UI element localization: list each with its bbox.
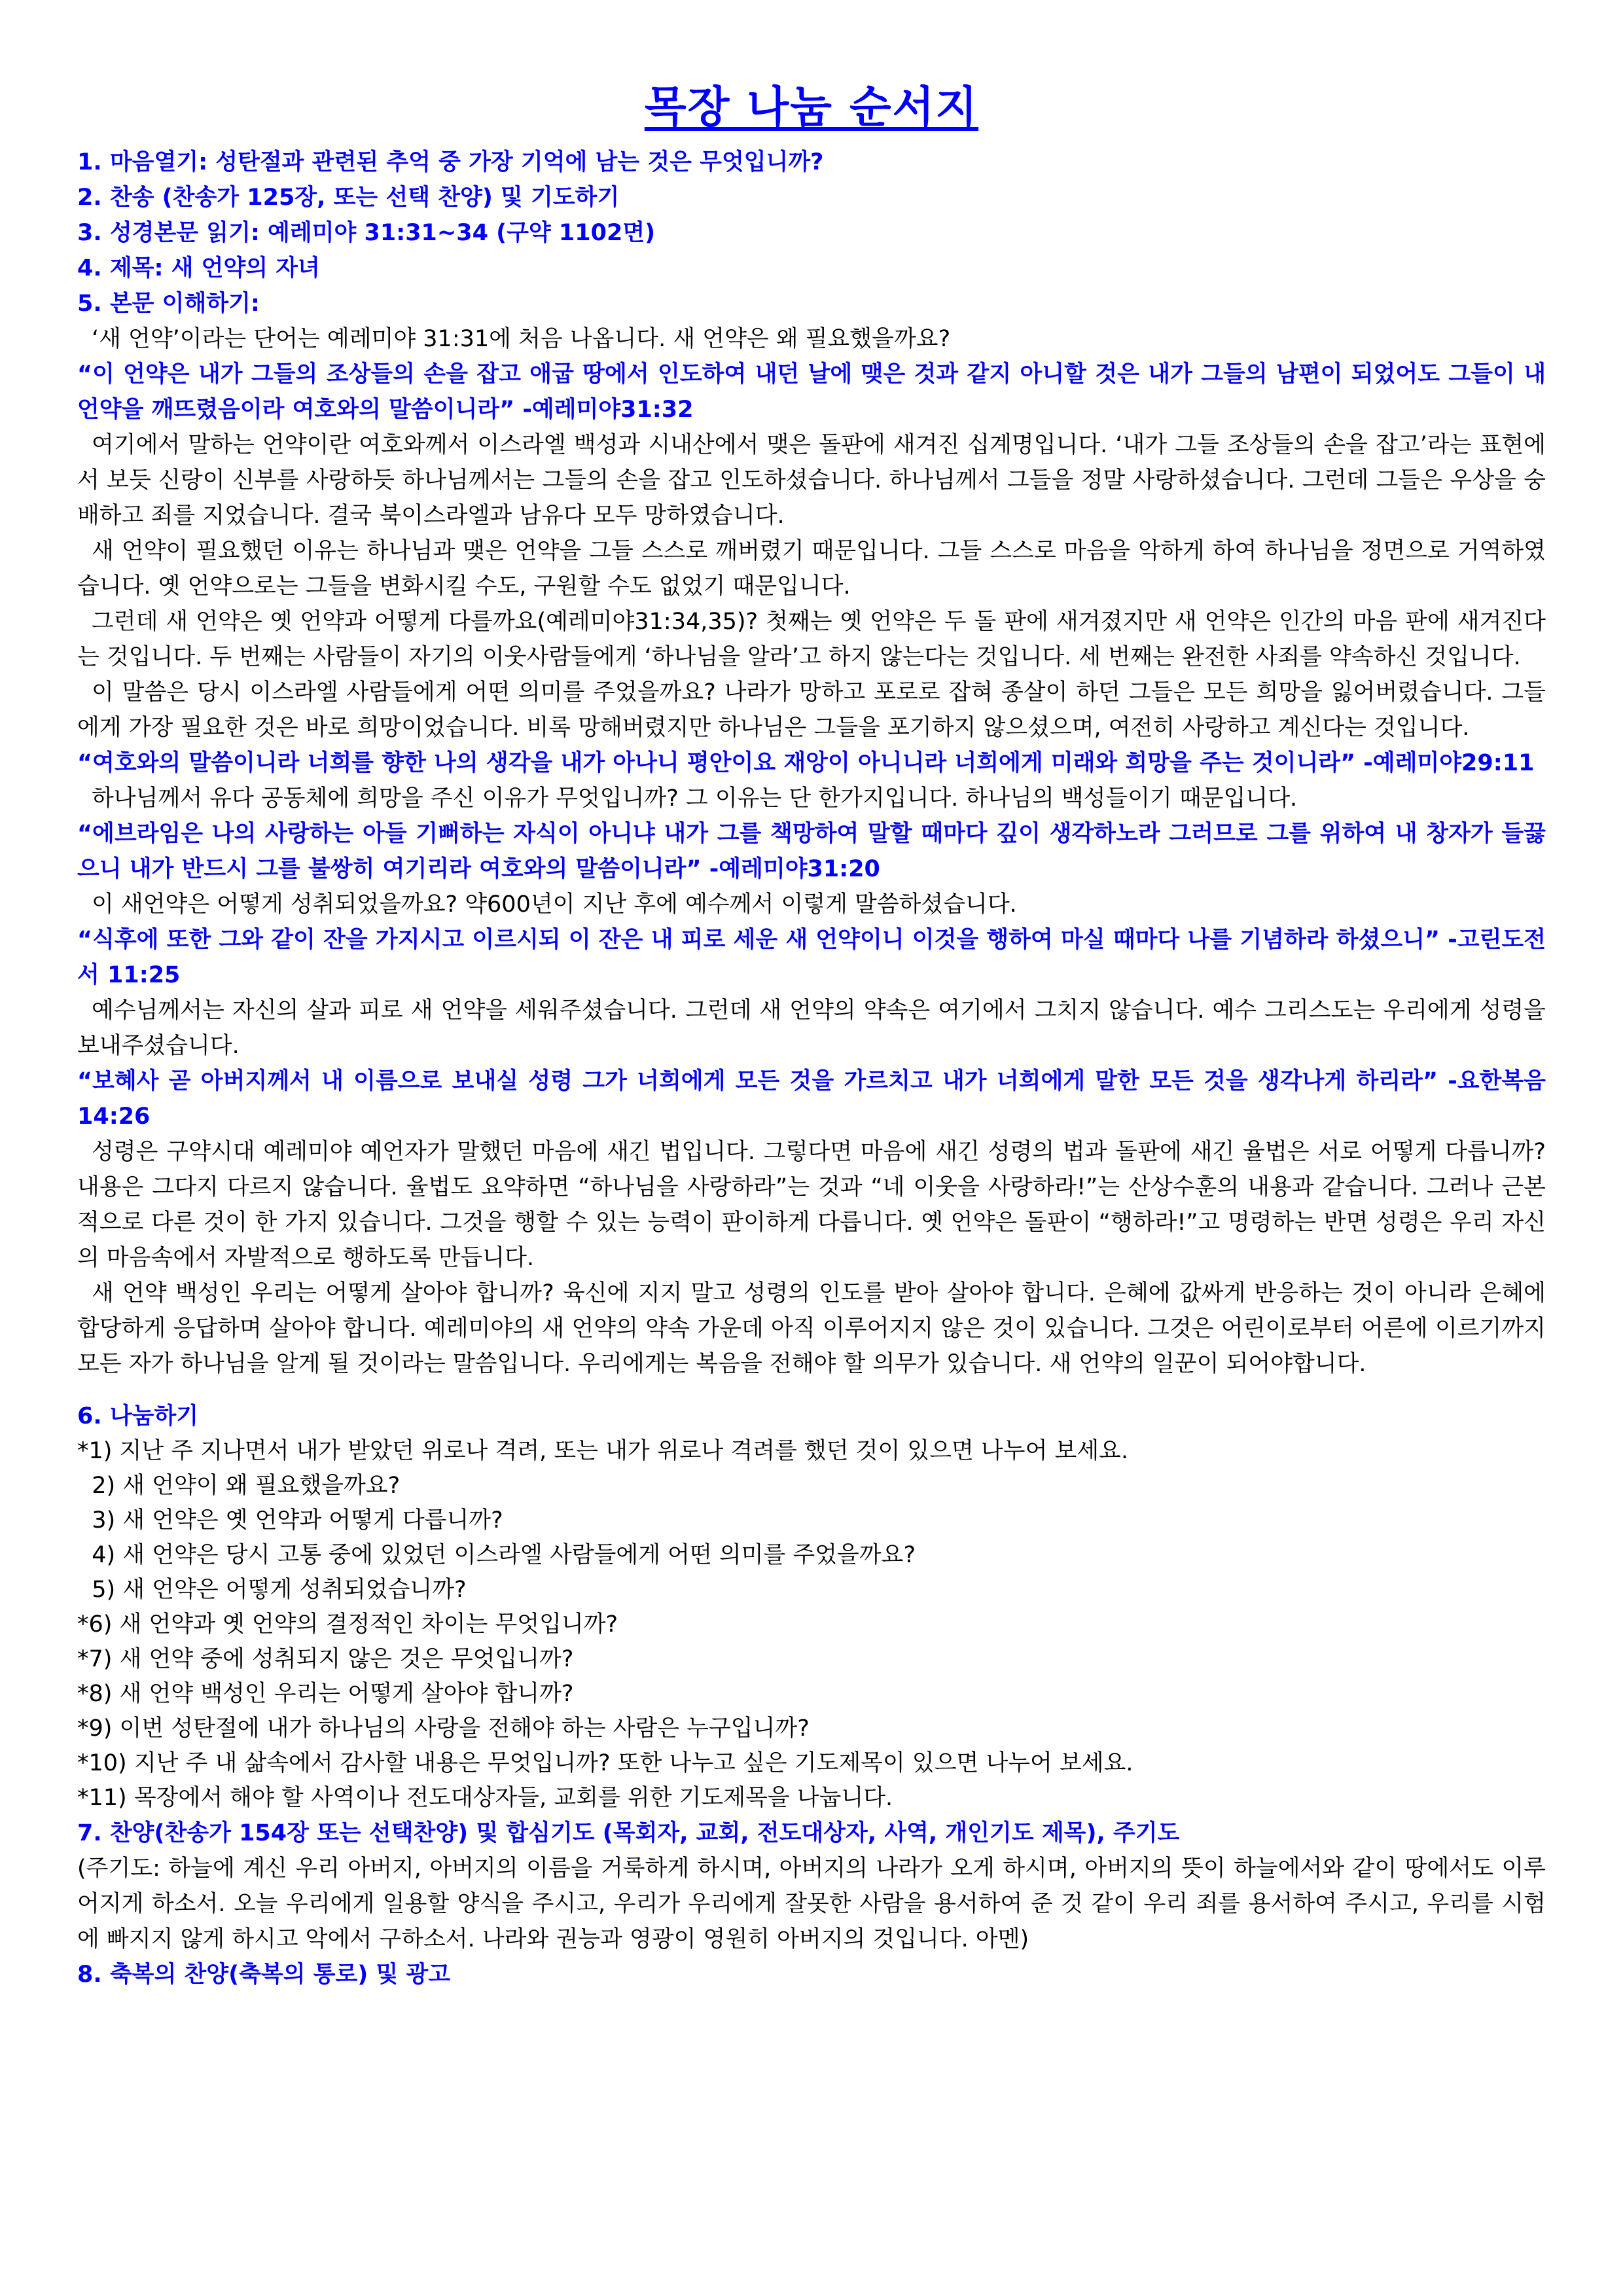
body-paragraph: 하나님께서 유다 공동체에 희망을 주신 이유가 무엇입니까? 그 이유는 단 한가지입니다. 하나님의 백성들이기 때문입니다. (92, 785, 1298, 812)
scripture-quote: “식후에 또한 그와 같이 잔을 가지시고 이르시되 이 잔은 내 피로 세운 새 언약이니 이것을 행하여 마실 때마다 나를 기념하라 하셨으니” -고린도전서 11:25 (77, 927, 1546, 988)
body-paragraph: 성령은 구약시대 예레미야 예언자가 말했던 마음에 새긴 법입니다. 그렇다면 마음에 새긴 성령의 법과 돌판에 새긴 율법은 서로 어떻게 다릅니까? 내용은 그다지 다르지 않습니다. 율법도 요약하면 “하나님을 사랑하라”는 것과 “네 이웃을 사랑하라!”는 산상수훈의 내용과 같습니다. 그러나 근본적으로 다른 것이 한 가지 있습니다. 그것을 행할 수 있는 능력이 판이하게 다릅니다. 옛 언약은 돌판이 “행하라!”고 명령하는 반면 성령은 우리 자신의 마음속에서 자발적으로 행하도록 만듭니다. (77, 1139, 1546, 1271)
sharing-question: *1) 지난 주 지나면서 내가 받았던 위로나 격려, 또는 내가 위로나 격려를 했던 것이 있으면 나누어 보세요. (77, 1438, 1129, 1464)
sharing-question: *8) 새 언약 백성인 우리는 어떻게 살아야 합니까? (77, 1681, 574, 1707)
lords-prayer: (주기도: 하늘에 계신 우리 아버지, 아버지의 이름을 거룩하게 하시며, 아버지의 나라가 오게 하시며, 아버지의 뜻이 하늘에서와 같이 땅에서도 이루어지게 하소서. 오늘 우리에게 일용할 양식을 주시고, 우리가 우리에게 잘못한 사람을 용서하여 준 것 같이 우리 죄를 용서하여 주시고, 우리를 시험에 빠지지 않게 하시고 악에서 구하소서. 나라와 권능과 영광이 영원히 아버지의 것입니다. 아멘) (77, 1856, 1546, 1952)
sharing-question: 5) 새 언약은 어떻게 성취되었습니까? (77, 1577, 467, 1603)
section-3-heading: 3. 성경본문 읽기: 예레미야 31:31~34 (구약 1102면) (77, 220, 656, 246)
section-8-heading: 8. 축복의 찬양(축복의 통로) 및 광고 (77, 1962, 451, 1988)
body-paragraph: 새 언약 백성인 우리는 어떻게 살아야 합니까? 육신에 지지 말고 성령의 인도를 받아 살아야 합니다. 은혜에 값싸게 반응하는 것이 아니라 은혜에 합당하게 응답하며 살아야 합니다. 예레미야의 새 언약의 약속 가운데 아직 이루어지지 않은 것이 있습니다. 그것은 어린이로부터 어른에 이르기까지 모든 자가 하나님을 알게 될 것이라는 말씀입니다. 우리에게는 복음을 전해야 할 의무가 있습니다. 새 언약의 일꾼이 되어야합니다. (77, 1280, 1546, 1377)
scripture-quote: “보혜사 곧 아버지께서 내 이름으로 보내실 성령 그가 너희에게 모든 것을 가르치고 내가 너희에게 말한 모든 것을 생각나게 하리라” -요한복음 14:26 (77, 1068, 1546, 1130)
sharing-question: *9) 이번 성탄절에 내가 하나님의 사랑을 전해야 하는 사람은 누구입니까? (77, 1715, 810, 1742)
section-5-heading: 5. 본문 이해하기: (77, 291, 260, 317)
section-2-heading: 2. 찬송 (찬송가 125장, 또는 선택 찬양) 및 기도하기 (77, 185, 620, 211)
sharing-question: *11) 목장에서 해야 할 사역이나 전도대상자들, 교회를 위한 기도제목을 나눕니다. (77, 1785, 893, 1811)
body-paragraph: 새 언약이 필요했던 이유는 하나님과 맺은 언약을 그들 스스로 깨버렸기 때문입니다. 그들 스스로 마음을 악하게 하여 하나님을 정면으로 거역하였습니다. 옛 언약으로는 그들을 변화시킬 수도, 구원할 수도 없었기 때문입니다. (77, 538, 1546, 600)
page-title: 목장 나눔 순서지 (644, 82, 979, 132)
sharing-question: *7) 새 언약 중에 성취되지 않은 것은 무엇입니까? (77, 1646, 574, 1672)
sharing-question: *6) 새 언약과 옛 언약의 결정적인 차이는 무엇입니까? (77, 1611, 618, 1638)
body-paragraph: 이 말씀은 당시 이스라엘 사람들에게 어떤 의미를 주었을까요? 나라가 망하고 포로로 잡혀 종살이 하던 그들은 모든 희망을 잃어버렸습니다. 그들에게 가장 필요한 것은 바로 희망이었습니다. 비록 망해버렸지만 하나님은 그들을 포기하지 않으셨으며, 여전히 사랑하고 계신다는 것입니다. (77, 679, 1546, 741)
sharing-question: *10) 지난 주 내 삶속에서 감사할 내용은 무엇입니까? 또한 나누고 싶은 기도제목이 있으면 나누어 보세요. (77, 1750, 1133, 1776)
body-paragraph: 여기에서 말하는 언약이란 여호와께서 이스라엘 백성과 시내산에서 맺은 돌판에 새겨진 십계명입니다. ‘내가 그들 조상들의 손을 잡고’라는 표현에서 보듯 신랑이 신부를 사랑하듯 하나님께서는 그들의 손을 잡고 인도하셨습니다. 하나님께서 그들을 정말 사랑하셨습니다. 그런데 그들은 우상을 숭배하고 죄를 지었습니다. 결국 북이스라엘과 남유다 모두 망하였습니다. (77, 432, 1546, 529)
scripture-quote: “여호와의 말씀이니라 너희를 향한 나의 생각을 내가 아나니 평안이요 재앙이 아니니라 너희에게 미래와 희망을 주는 것이니라” -예레미야29:11 (77, 750, 1535, 776)
section-4-heading: 4. 제목: 새 언약의 자녀 (77, 255, 320, 281)
body-paragraph: ‘새 언약’이라는 단어는 예레미야 31:31에 처음 나옵니다. 새 언약은 왜 필요했을까요? (92, 326, 951, 352)
sharing-questions (77, 1434, 1546, 1816)
section-6-heading: 6. 나눔하기 (77, 1403, 199, 1429)
sharing-question: 2) 새 언약이 왜 필요했을까요? (77, 1473, 401, 1499)
section-7-heading: 7. 찬양(찬송가 154장 또는 선택찬양) 및 합심기도 (목회자, 교회, 전도대상자, 사역, 개인기도 제목), 주기도 (77, 1820, 1180, 1846)
section-1-heading: 1. 마음열기: 성탄절과 관련된 추억 중 가장 기억에 남는 것은 무엇입니까? (77, 149, 824, 175)
sharing-question: 3) 새 언약은 옛 언약과 어떻게 다릅니까? (77, 1507, 503, 1534)
body-paragraph: 예수님께서는 자신의 살과 피로 새 언약을 세워주셨습니다. 그런데 새 언약의 약속은 여기에서 그치지 않습니다. 예수 그리스도는 우리에게 성령을 보내주셨습니다. (77, 997, 1546, 1059)
scripture-quote: “이 언약은 내가 그들의 조상들의 손을 잡고 애굽 땅에서 인도하여 내던 날에 맺은 것과 같지 아니할 것은 내가 그들의 남편이 되었어도 그들이 내 언약을 깨뜨렸음이라 여호와의 말씀이니라” -예레미야31:32 (77, 361, 1546, 423)
scripture-quote: “에브라임은 나의 사랑하는 아들 기뻐하는 자식이 아니냐 내가 그를 책망하여 말할 때마다 깊이 생각하노라 그러므로 그를 위하여 내 창자가 들끓으니 내가 반드시 그를 불쌍히 여기리라 여호와의 말씀이니라” -예레미야31:20 (77, 821, 1546, 882)
body-paragraph: 이 새언약은 어떻게 성취되었을까요? 약600년이 지난 후에 예수께서 이렇게 말씀하셨습니다. (92, 891, 1017, 918)
sharing-question: 4) 새 언약은 당시 고통 중에 있었던 이스라엘 사람들에게 어떤 의미를 주었을까요? (77, 1542, 916, 1568)
body-paragraph: 그런데 새 언약은 옛 언약과 어떻게 다를까요(예레미야31:34,35)? 첫째는 옛 언약은 두 돌 판에 새겨졌지만 새 언약은 인간의 마음 판에 새겨진다는 것입니다. 두 번째는 사람들이 자기의 이웃사람들에게 ‘하나님을 알라’고 하지 않는다는 것입니다. 세 번째는 완전한 사죄를 약속하신 것입니다. (77, 609, 1546, 670)
